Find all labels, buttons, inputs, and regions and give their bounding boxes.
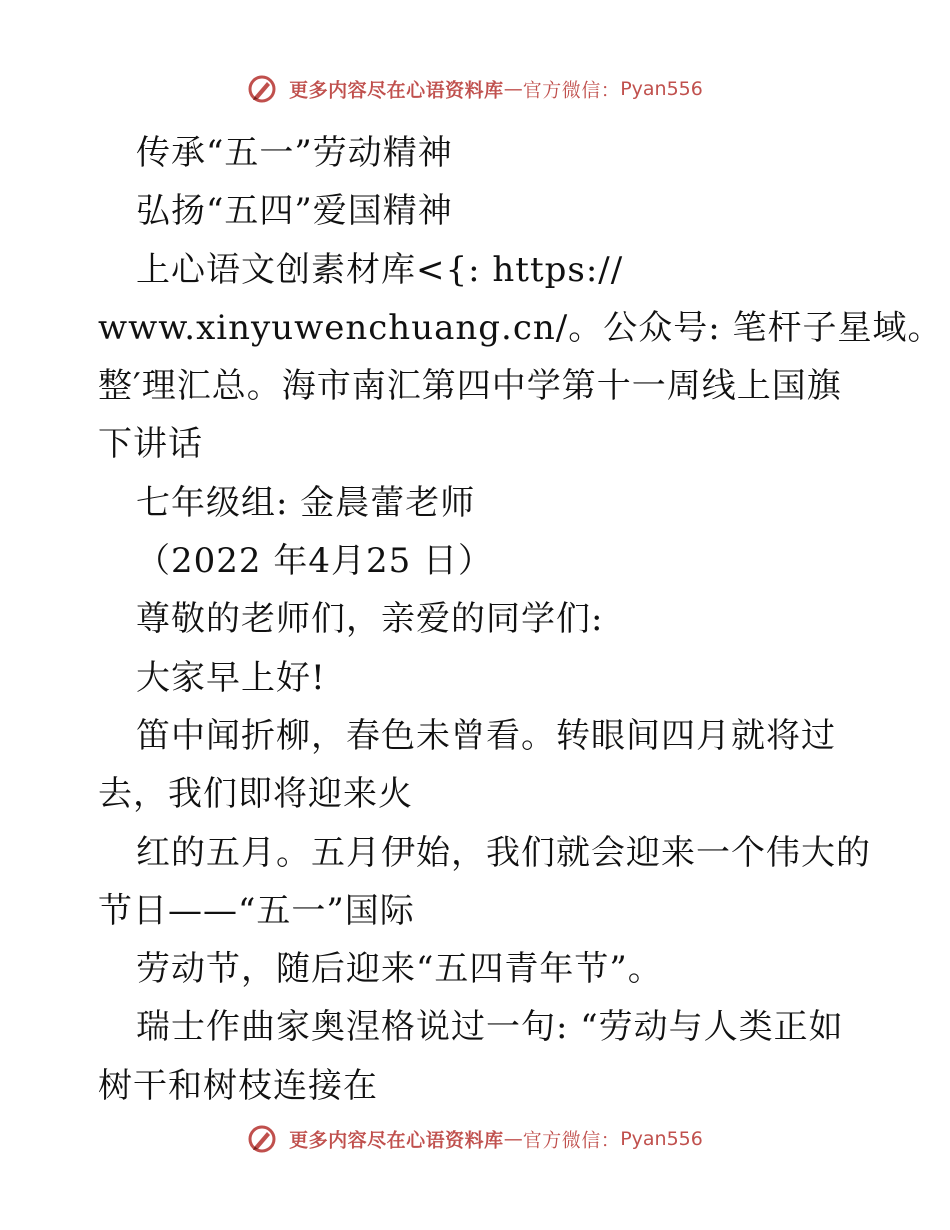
- body-line: 笛中闻折柳，春色未曾看。转眼间四月就将过: [136, 715, 836, 756]
- body-line: 瑞士作曲家奥涅格说过一句: “劳动与人类正如: [136, 1007, 844, 1048]
- watermark-separator: —: [503, 1128, 523, 1150]
- footer-watermark: [0, 1124, 950, 1154]
- body-line: 大家早上好!: [136, 657, 326, 698]
- watermark-tail: 官方微信：: [522, 79, 621, 102]
- body-line: 节日——“五一”国际: [98, 890, 415, 931]
- body-line: www.xinyuwenchuang.cn/。公众号: 笔杆子星域。: [98, 307, 943, 348]
- watermark-text: 更多内容尽在心语资料库: [289, 1129, 504, 1152]
- body-line: 去，我们即将迎来火: [98, 774, 413, 815]
- body-line: 红的五月。五月伊始，我们就会迎来一个伟大的: [136, 832, 871, 873]
- watermark-text: 更多内容尽在心语资料库: [289, 79, 504, 102]
- pen-logo-icon: [247, 74, 277, 104]
- watermark-separator: —: [503, 78, 523, 100]
- body-line: 尊敬的老师们，亲爱的同学们:: [136, 599, 604, 640]
- body-line: 弘扬“五四”爱国精神: [136, 191, 453, 232]
- body-line: （2022 年4月25 日）: [136, 541, 494, 582]
- watermark-code: Pyan556: [620, 78, 703, 100]
- pen-logo-icon: [247, 1124, 277, 1154]
- body-line: 传承“五一”劳动精神: [136, 133, 453, 173]
- body-line: 树干和树枝连接在: [98, 1065, 378, 1106]
- body-line: 七年级组: 金晨蕾老师: [136, 482, 476, 523]
- header-watermark: [0, 74, 950, 104]
- body-line: 劳动节，随后迎来“五四青年节”。: [136, 949, 663, 990]
- document-body: [98, 124, 943, 1115]
- body-line: 上心语文创素材库<{: https://: [136, 249, 624, 290]
- body-line: 整′理汇总。海市南汇第四中学第十一周线上国旗: [98, 366, 842, 407]
- watermark-code: Pyan556: [620, 1128, 703, 1150]
- body-line: 下讲话: [98, 424, 203, 465]
- watermark-tail: 官方微信：: [522, 1129, 621, 1152]
